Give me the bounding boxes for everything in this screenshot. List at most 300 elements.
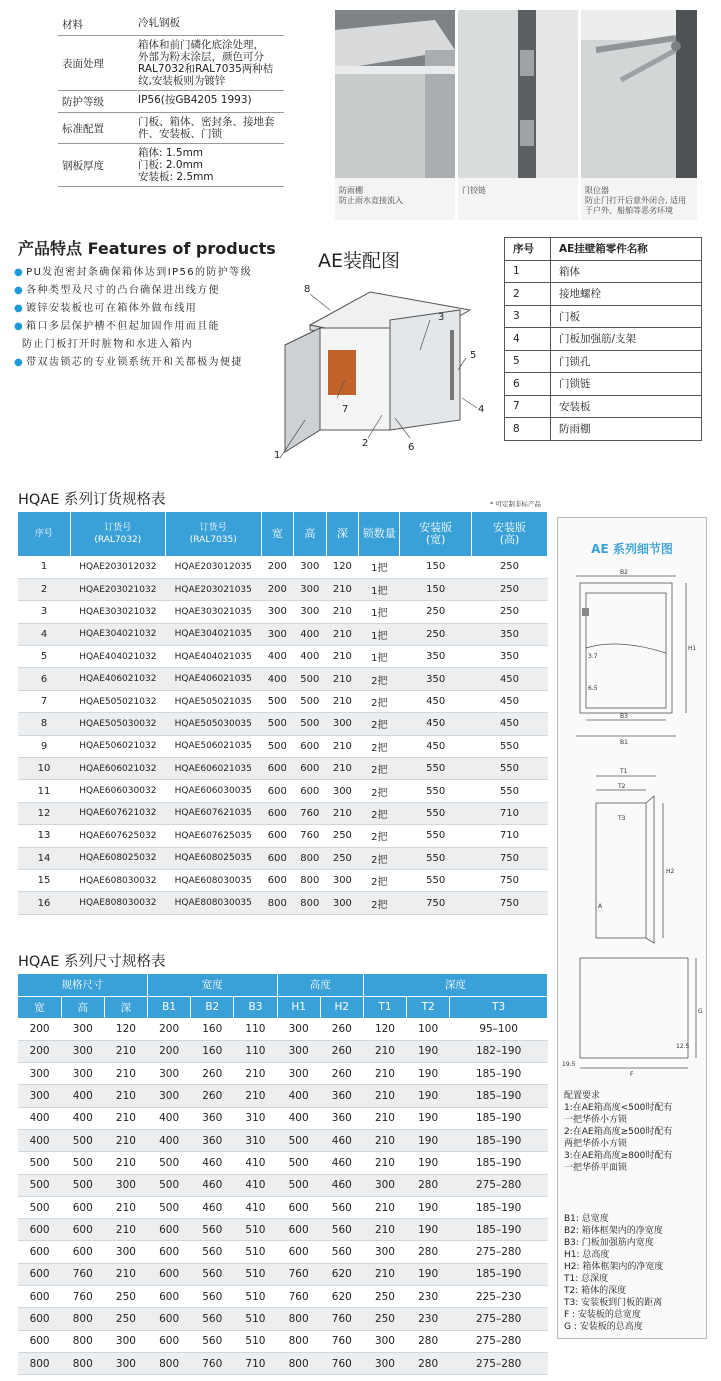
size-cell: 280: [407, 1174, 450, 1196]
order-cell: 2把: [359, 869, 400, 891]
legend-item: G : 安装板的总高度: [564, 1322, 643, 1332]
order-cell: 120: [326, 556, 359, 578]
size-cell: 300: [277, 1018, 320, 1040]
order-row: [18, 869, 548, 891]
order-cell: 1把: [359, 623, 400, 645]
order-cell: 2把: [359, 825, 400, 847]
order-row: [18, 825, 548, 847]
parts-row: [505, 260, 702, 283]
order-header-cell: 宽: [261, 512, 294, 556]
size-header-cell: B2: [191, 996, 234, 1018]
order-cell: 2把: [359, 758, 400, 780]
order-cell: 400: [261, 668, 294, 690]
size-cell: 185–190: [450, 1219, 548, 1241]
order-cell: HQAE608025035: [166, 847, 261, 869]
order-cell: HQAE304021032: [70, 623, 165, 645]
order-cell: 400: [261, 646, 294, 668]
size-cell: 760: [320, 1330, 363, 1352]
order-cell: HQAE506021032: [70, 735, 165, 757]
photo-rain-cover: [335, 10, 455, 220]
size-cell: 95–100: [450, 1018, 548, 1040]
order-cell: 550: [400, 847, 472, 869]
order-cell: 750: [400, 892, 472, 914]
bullet-icon: ●: [14, 303, 25, 314]
size-cell: 300: [277, 1040, 320, 1062]
size-cell: 800: [61, 1308, 104, 1330]
size-row: [18, 1196, 548, 1218]
order-table: [18, 512, 548, 915]
order-cell: HQAE203012032: [70, 556, 165, 578]
size-cell: 210: [234, 1063, 277, 1085]
size-cell: 560: [191, 1286, 234, 1308]
size-cell: 110: [234, 1018, 277, 1040]
legend-item: H2: 箱体框架内的净宽度: [564, 1262, 664, 1272]
size-cell: 760: [320, 1308, 363, 1330]
order-cell: 7: [18, 690, 70, 712]
order-cell: 200: [261, 578, 294, 600]
material-row: [58, 144, 284, 187]
order-cell: 750: [471, 869, 547, 891]
size-cell: 360: [191, 1129, 234, 1151]
order-cell: 450: [400, 713, 472, 735]
size-cell: 600: [148, 1241, 191, 1263]
size-cell: 500: [148, 1152, 191, 1174]
size-cell: 185–190: [450, 1085, 548, 1107]
bullet-icon: ●: [14, 357, 25, 368]
size-cell: 600: [61, 1219, 104, 1241]
order-cell: 2把: [359, 847, 400, 869]
parts-cell: 1: [505, 260, 551, 283]
size-cell: 210: [363, 1219, 406, 1241]
parts-cell: 4: [505, 328, 551, 351]
size-cell: 600: [18, 1286, 61, 1308]
size-cell: 185–190: [450, 1196, 548, 1218]
material-row: [58, 113, 284, 144]
size-cell: 210: [363, 1063, 406, 1085]
size-cell: 400: [277, 1085, 320, 1107]
material-row: [58, 14, 284, 36]
size-cell: 300: [104, 1174, 147, 1196]
photo-caption: 限位器 防止门打开后意外闭合, 适用 于户外、船舶等恶劣环境: [585, 186, 687, 215]
parts-cell: 门锁孔: [551, 350, 702, 373]
order-cell: 16: [18, 892, 70, 914]
feature-item: [14, 354, 284, 372]
parts-header-name: AE挂壁箱零件名称: [551, 238, 702, 261]
size-row: [18, 1063, 548, 1085]
size-cell: 260: [320, 1063, 363, 1085]
size-cell: 250: [363, 1308, 406, 1330]
parts-cell: 3: [505, 305, 551, 328]
size-cell: 300: [363, 1174, 406, 1196]
size-cell: 600: [61, 1241, 104, 1263]
order-cell: 1把: [359, 556, 400, 578]
size-cell: 400: [277, 1107, 320, 1129]
order-cell: 250: [400, 623, 472, 645]
parts-cell: 5: [505, 350, 551, 373]
size-cell: 190: [407, 1129, 450, 1151]
order-cell: 210: [326, 690, 359, 712]
parts-row: [505, 283, 702, 306]
size-row: [18, 1107, 548, 1129]
order-cell: 9: [18, 735, 70, 757]
feature-text: 镀锌安装板也可在箱体外做布线用: [26, 303, 198, 314]
size-row: [18, 1286, 548, 1308]
size-cell: 600: [277, 1219, 320, 1241]
order-cell: 300: [294, 601, 327, 623]
legend-item: B2: 箱体框架内的净宽度: [564, 1226, 663, 1236]
size-cell: 600: [18, 1241, 61, 1263]
order-row: [18, 690, 548, 712]
size-cell: 800: [277, 1352, 320, 1374]
order-cell: 210: [326, 578, 359, 600]
feature-text: 带双齿锁芯的专业锁系统开和关都极为便捷: [26, 357, 243, 368]
order-cell: 14: [18, 847, 70, 869]
material-row: [58, 91, 284, 113]
legend-item: H1: 总高度: [564, 1250, 610, 1260]
order-cell: 600: [261, 847, 294, 869]
size-cell: 400: [61, 1107, 104, 1129]
order-cell: HQAE406021032: [70, 668, 165, 690]
feature-item: [14, 336, 284, 354]
size-cell: 360: [191, 1107, 234, 1129]
size-cell: 300: [277, 1063, 320, 1085]
size-cell: 510: [234, 1308, 277, 1330]
bullet-icon: ●: [14, 285, 25, 296]
size-cell: 120: [104, 1018, 147, 1040]
order-cell: 450: [471, 690, 547, 712]
order-cell: 210: [326, 623, 359, 645]
order-cell: 350: [400, 668, 472, 690]
order-cell: 300: [326, 713, 359, 735]
dim-b1: B1: [620, 739, 628, 746]
size-cell: 300: [61, 1018, 104, 1040]
size-cell: 275–280: [450, 1308, 548, 1330]
size-cell: 600: [148, 1286, 191, 1308]
size-cell: 400: [61, 1085, 104, 1107]
size-cell: 190: [407, 1152, 450, 1174]
hinge-image: [458, 10, 578, 178]
size-cell: 210: [104, 1063, 147, 1085]
material-value: 门板、箱体、密封条、接地套 件、安装板、门锁: [138, 116, 275, 140]
dim-a: A: [598, 903, 603, 910]
callout-8: 8: [304, 284, 311, 295]
order-cell: 250: [471, 556, 547, 578]
size-cell: 500: [277, 1174, 320, 1196]
order-cell: 750: [471, 847, 547, 869]
parts-row: [505, 418, 702, 441]
size-cell: 190: [407, 1196, 450, 1218]
size-cell: 800: [18, 1352, 61, 1374]
size-cell: 210: [363, 1152, 406, 1174]
size-table: [18, 974, 548, 1375]
dim-3-7: 3.7: [588, 653, 598, 660]
size-cell: 200: [148, 1040, 191, 1062]
size-cell: 250: [104, 1308, 147, 1330]
order-cell: 13: [18, 825, 70, 847]
size-cell: 400: [18, 1107, 61, 1129]
size-cell: 500: [277, 1152, 320, 1174]
size-header-cell: 高: [61, 996, 104, 1018]
size-cell: 400: [148, 1107, 191, 1129]
features-title: 产品特点 Features of products: [18, 239, 276, 258]
parts-cell: 6: [505, 373, 551, 396]
feature-text: 各种类型及尺寸的凸台确保进出线方便: [26, 285, 220, 296]
size-cell: 510: [234, 1241, 277, 1263]
size-cell: 185–190: [450, 1063, 548, 1085]
size-cell: 500: [61, 1174, 104, 1196]
size-cell: 210: [363, 1040, 406, 1062]
size-cell: 620: [320, 1263, 363, 1285]
size-row: [18, 1174, 548, 1196]
size-cell: 210: [234, 1085, 277, 1107]
order-cell: HQAE203021032: [70, 578, 165, 600]
callout-2: 2: [362, 438, 369, 449]
size-cell: 410: [234, 1174, 277, 1196]
order-cell: 2把: [359, 713, 400, 735]
feature-item: [14, 318, 284, 336]
legend-item: T3: 安装板到门板的距离: [564, 1298, 663, 1308]
size-cell: 510: [234, 1263, 277, 1285]
parts-cell: 箱体: [551, 260, 702, 283]
size-row: [18, 1085, 548, 1107]
size-row: [18, 1308, 548, 1330]
order-cell: 2把: [359, 802, 400, 824]
size-cell: 250: [104, 1286, 147, 1308]
size-cell: 600: [18, 1219, 61, 1241]
size-cell: 300: [363, 1241, 406, 1263]
size-cell: 185–190: [450, 1107, 548, 1129]
size-header-cell: B1: [148, 996, 191, 1018]
size-cell: 280: [407, 1241, 450, 1263]
size-header-cell: 深: [104, 996, 147, 1018]
parts-cell: 门板: [551, 305, 702, 328]
order-cell: 550: [471, 735, 547, 757]
legend-item: B3: 门板加强筋内宽度: [564, 1238, 654, 1248]
size-row: [18, 1018, 548, 1040]
order-header-cell: 高: [294, 512, 327, 556]
bullet-icon: ●: [14, 267, 25, 278]
order-cell: 210: [326, 758, 359, 780]
size-cell: 190: [407, 1040, 450, 1062]
size-cell: 600: [148, 1219, 191, 1241]
parts-row: [505, 305, 702, 328]
size-header-cell: H2: [320, 996, 363, 1018]
parts-row: [505, 328, 702, 351]
order-cell: 500: [261, 690, 294, 712]
order-cell: 760: [294, 825, 327, 847]
order-cell: 12: [18, 802, 70, 824]
dim-12-5: 12.5: [676, 1043, 690, 1050]
size-cell: 100: [407, 1018, 450, 1040]
bullet-icon: ●: [14, 321, 25, 332]
material-label: 钢板厚度: [62, 159, 104, 172]
limiter-image: [581, 10, 697, 178]
order-cell: 2把: [359, 892, 400, 914]
size-cell: 300: [363, 1352, 406, 1374]
size-header-cell: B3: [234, 996, 277, 1018]
size-group-width: 宽度: [148, 974, 278, 996]
size-row: [18, 1352, 548, 1374]
order-cell: 450: [400, 735, 472, 757]
order-cell: HQAE606030032: [70, 780, 165, 802]
order-cell: 210: [326, 646, 359, 668]
size-cell: 560: [320, 1241, 363, 1263]
size-cell: 210: [104, 1107, 147, 1129]
order-cell: 500: [261, 735, 294, 757]
size-cell: 560: [191, 1241, 234, 1263]
order-cell: 550: [400, 802, 472, 824]
order-cell: 710: [471, 802, 547, 824]
dim-t2: T2: [618, 783, 626, 790]
order-cell: HQAE303021035: [166, 601, 261, 623]
order-cell: HQAE608030035: [166, 869, 261, 891]
photo-hinge: [458, 10, 578, 220]
size-cell: 500: [61, 1129, 104, 1151]
order-cell: 150: [400, 556, 472, 578]
legend-item: B1: 总宽度: [564, 1214, 609, 1224]
size-row: [18, 1040, 548, 1062]
parts-header-no: 序号: [505, 238, 551, 261]
order-cell: 5: [18, 646, 70, 668]
size-cell: 460: [320, 1129, 363, 1151]
size-cell: 210: [104, 1152, 147, 1174]
size-cell: 300: [104, 1352, 147, 1374]
size-cell: 600: [61, 1196, 104, 1218]
order-row: [18, 668, 548, 690]
order-cell: 500: [294, 690, 327, 712]
callout-1: 1: [274, 450, 281, 461]
order-cell: 150: [400, 578, 472, 600]
size-cell: 200: [18, 1040, 61, 1062]
order-cell: 15: [18, 869, 70, 891]
size-cell: 210: [363, 1263, 406, 1285]
dim-6-5: 6.5: [588, 685, 598, 692]
size-cell: 560: [191, 1219, 234, 1241]
order-cell: HQAE304021035: [166, 623, 261, 645]
order-cell: HQAE203021035: [166, 578, 261, 600]
order-row: [18, 892, 548, 914]
detail-drawing: [558, 558, 708, 1078]
size-group-spec: 规格尺寸: [18, 974, 148, 996]
order-cell: 250: [471, 601, 547, 623]
order-cell: 500: [294, 713, 327, 735]
order-cell: 2把: [359, 735, 400, 757]
dim-19-5: 19.5: [562, 1061, 576, 1068]
size-cell: 620: [320, 1286, 363, 1308]
feature-item: [14, 264, 284, 282]
size-cell: 510: [234, 1286, 277, 1308]
size-cell: 500: [277, 1129, 320, 1151]
material-value: 箱体和前门磷化底涂处理， 外部为粉末涂层，颜色可分 RAL7032和RAL7035两种桔 纹,安装板则为镀锌: [138, 39, 274, 87]
parts-cell: 接地螺栓: [551, 283, 702, 306]
order-cell: 300: [294, 578, 327, 600]
size-cell: 400: [148, 1129, 191, 1151]
size-cell: 210: [104, 1129, 147, 1151]
dim-g: G: [698, 1008, 703, 1015]
size-cell: 300: [104, 1241, 147, 1263]
parts-table: [504, 237, 702, 441]
size-cell: 500: [18, 1196, 61, 1218]
dim-h1: H1: [688, 645, 697, 652]
mounting-plate: [328, 350, 356, 395]
legend-item: T2: 箱体的深度: [564, 1286, 627, 1296]
order-cell: 600: [261, 869, 294, 891]
material-label: 表面处理: [62, 57, 104, 70]
order-row: [18, 646, 548, 668]
order-cell: 500: [261, 713, 294, 735]
size-row: [18, 1129, 548, 1151]
size-cell: 280: [407, 1352, 450, 1374]
features-list: [14, 264, 284, 372]
size-cell: 300: [18, 1085, 61, 1107]
size-cell: 400: [18, 1129, 61, 1151]
order-cell: HQAE303021032: [70, 601, 165, 623]
size-cell: 230: [407, 1286, 450, 1308]
assembly-title: AE装配图: [318, 250, 401, 272]
size-cell: 300: [61, 1063, 104, 1085]
size-cell: 260: [320, 1018, 363, 1040]
size-cell: 210: [363, 1196, 406, 1218]
size-cell: 800: [61, 1352, 104, 1374]
parts-cell: 门锁链: [551, 373, 702, 396]
legend-item: F : 安装板的总宽度: [564, 1310, 641, 1320]
order-cell: 2把: [359, 668, 400, 690]
order-cell: HQAE505030035: [166, 713, 261, 735]
size-cell: 110: [234, 1040, 277, 1062]
size-cell: 275–280: [450, 1174, 548, 1196]
size-cell: 120: [363, 1018, 406, 1040]
photo-caption: 门铰链: [462, 186, 486, 195]
material-label: 标准配置: [62, 122, 104, 135]
size-cell: 760: [277, 1286, 320, 1308]
order-cell: 600: [294, 735, 327, 757]
parts-cell: 7: [505, 395, 551, 418]
order-row: [18, 802, 548, 824]
order-header-cell: 订货号 (RAL7035): [166, 512, 261, 556]
order-cell: 550: [471, 758, 547, 780]
dim-t1: T1: [620, 768, 628, 775]
order-cell: HQAE506021035: [166, 735, 261, 757]
size-cell: 800: [277, 1308, 320, 1330]
size-cell: 760: [320, 1352, 363, 1374]
order-cell: HQAE607621032: [70, 802, 165, 824]
size-cell: 800: [61, 1330, 104, 1352]
order-cell: 200: [261, 556, 294, 578]
photo-limiter: [581, 10, 697, 220]
size-cell: 600: [148, 1330, 191, 1352]
size-row: [18, 1241, 548, 1263]
order-cell: 250: [471, 578, 547, 600]
order-cell: 300: [261, 623, 294, 645]
parts-row: [505, 395, 702, 418]
size-cell: 300: [104, 1330, 147, 1352]
order-cell: 8: [18, 713, 70, 735]
dim-h2: H2: [666, 868, 675, 875]
size-cell: 185–190: [450, 1129, 548, 1151]
size-cell: 200: [148, 1018, 191, 1040]
size-cell: 760: [191, 1352, 234, 1374]
order-row: [18, 735, 548, 757]
order-cell: 300: [261, 601, 294, 623]
assembly-drawing: [270, 280, 500, 465]
size-cell: 210: [363, 1085, 406, 1107]
size-cell: 360: [320, 1085, 363, 1107]
order-cell: 500: [294, 668, 327, 690]
order-cell: HQAE203012035: [166, 556, 261, 578]
size-cell: 500: [148, 1196, 191, 1218]
order-cell: 300: [326, 780, 359, 802]
order-header-cell: 序号: [18, 512, 70, 556]
